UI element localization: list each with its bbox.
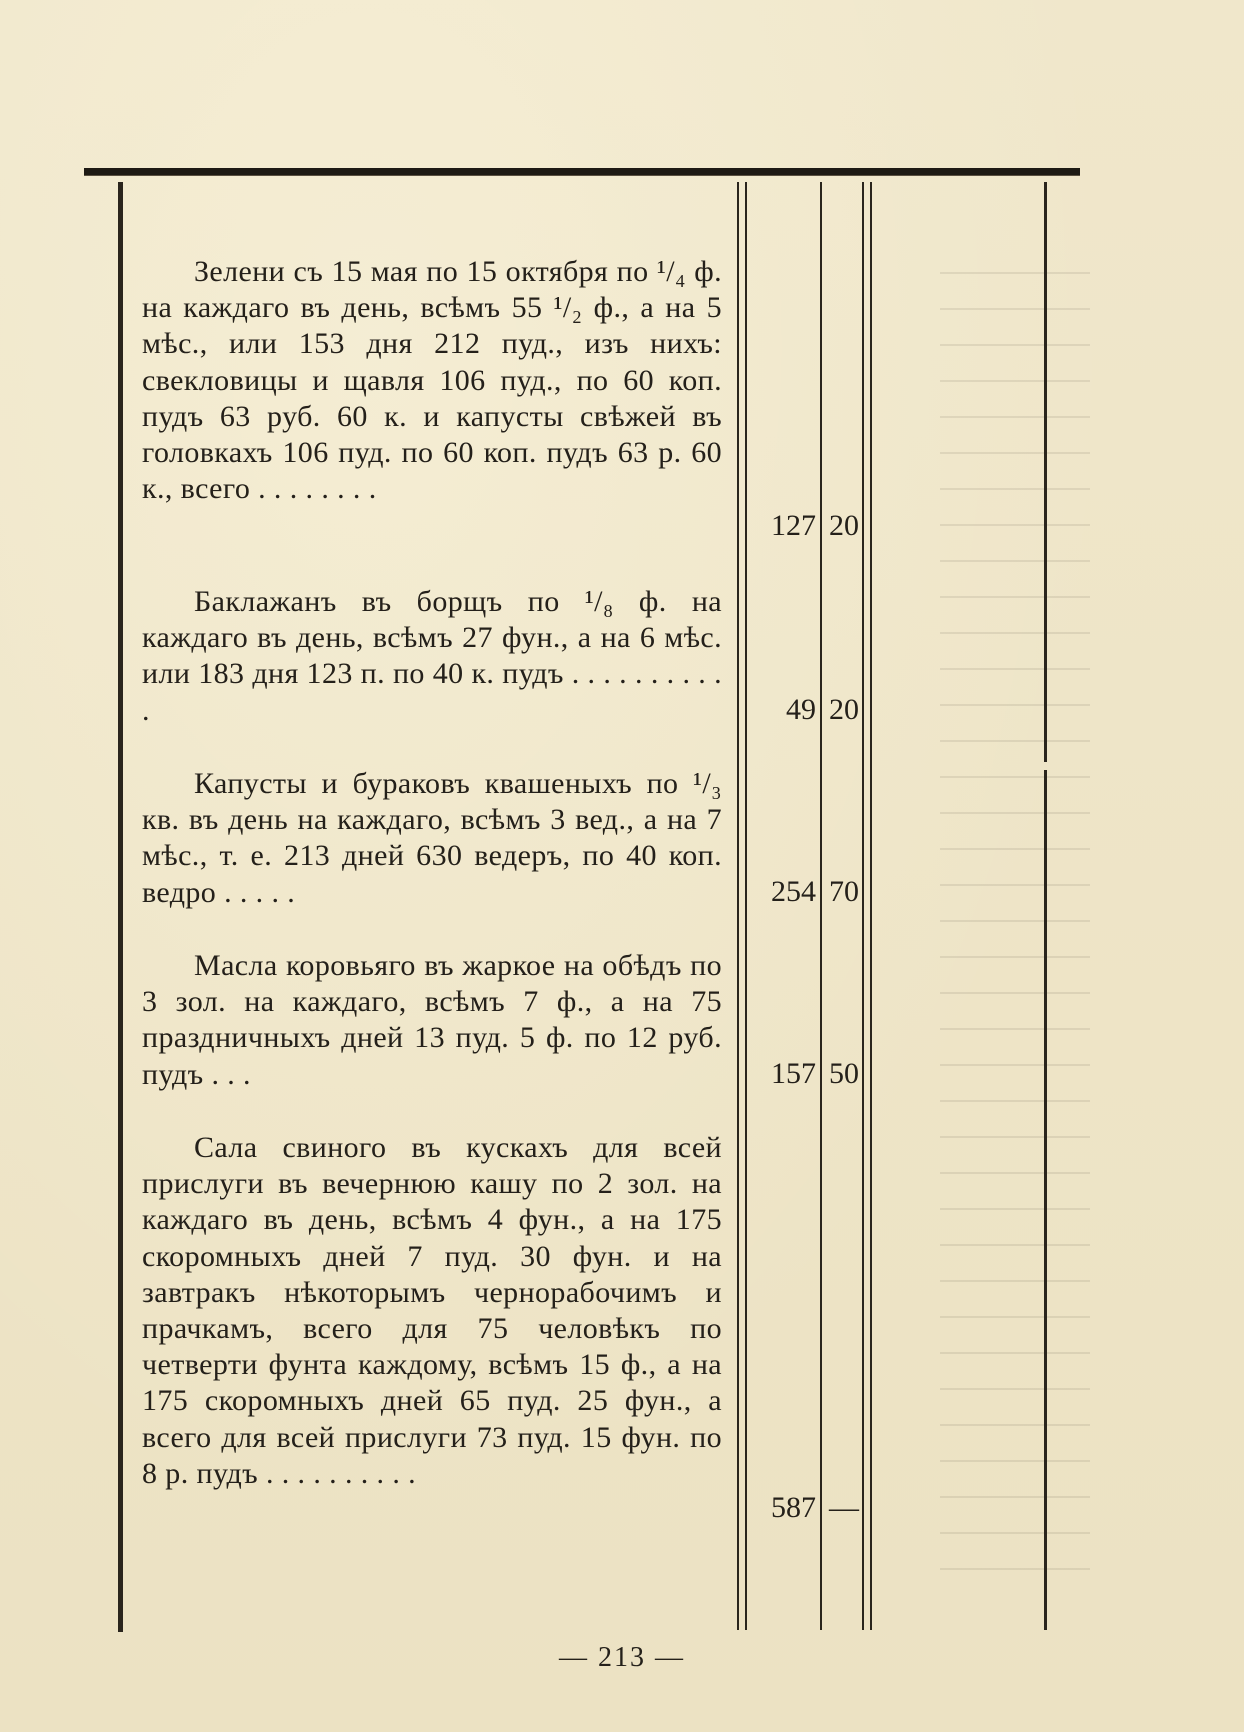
entry-text: Сала свиного въ кускахъ для всей прислуги въ вечернюю кашу по 2 зол. на каждаго въ день, всѣмъ 4 фун., а на 175 скоромныхъ дней 7 пуд. 30 фун. и на завтракъ нѣкоторымъ чернорабочимъ и прачкамъ, всего для 75 человѣкъ по четверти фунта каждому, всѣмъ 15 ф., а на 175 скоромныхъ дней 65 пуд. 25 фун., а всего для всей прислуги 73 пуд. 15 фун. по 8 р. пудъ . . . . . . . . . . <box>142 1131 722 1490</box>
ledger-entry <box>142 948 722 1093</box>
table-right-border <box>1044 770 1047 1630</box>
table-left-border <box>118 182 123 1632</box>
bleed-through-text <box>940 240 1090 1570</box>
column-divider <box>870 182 872 1630</box>
column-divider <box>745 182 747 1630</box>
column-divider <box>737 182 739 1630</box>
column-divider <box>862 182 864 1630</box>
entry-rubles: 587 <box>771 1491 816 1524</box>
table-right-border <box>1044 182 1047 762</box>
ledger-entry <box>142 1130 722 1492</box>
entry-rubles: 127 <box>771 509 816 542</box>
column-divider <box>820 182 822 1630</box>
table-top-rule <box>84 168 1080 175</box>
ledger-entry <box>142 766 722 911</box>
entry-text: Зелени съ 15 мая по 15 октября по ¹/₄ ф. на каждаго въ день, всѣмъ 55 ¹/₂ ф., а на 5 мѣс., или 153 дня 212 пуд., изъ нихъ: свекловицы и щавля 106 пуд., по 60 коп. пудъ 63 руб. 60 к. и капусты свѣжей въ головкахъ 106 пуд. по 60 коп. пудъ 63 р. 60 к., всего . . . . . . . . <box>142 255 722 506</box>
entry-rubles: 49 <box>786 693 816 726</box>
entry-rubles: 157 <box>771 1057 816 1090</box>
entry-text: Капусты и бураковъ квашеныхъ по ¹/₃ кв. въ день на каждаго, всѣмъ 3 вед., а на 7 мѣс., т. е. 213 дней 630 ведеръ, по 40 коп. ведро . . . . . <box>142 767 722 909</box>
entry-kopecks: 50 <box>829 1057 859 1090</box>
entry-kopecks: 70 <box>829 875 859 908</box>
ledger-entry <box>142 254 722 507</box>
entry-kopecks: — <box>829 1491 859 1524</box>
ledger-entry <box>142 584 722 729</box>
entry-text: Баклажанъ въ борщъ по ¹/₈ ф. на каждаго въ день, всѣмъ 27 фун., а на 6 мѣс. или 183 дня 123 п. по 40 к. пудъ . . . . . . . . . . . <box>142 585 722 727</box>
entry-rubles: 254 <box>771 875 816 908</box>
page-number: — 213 — <box>559 1642 685 1673</box>
entry-text: Масла коровьяго въ жаркое на обѣдъ по 3 зол. на каждаго, всѣмъ 7 ф., а на 75 праздничныхъ дней 13 пуд. 5 ф. по 12 руб. пудъ . . . <box>142 949 722 1091</box>
entry-kopecks: 20 <box>829 509 859 542</box>
entry-kopecks: 20 <box>829 693 859 726</box>
